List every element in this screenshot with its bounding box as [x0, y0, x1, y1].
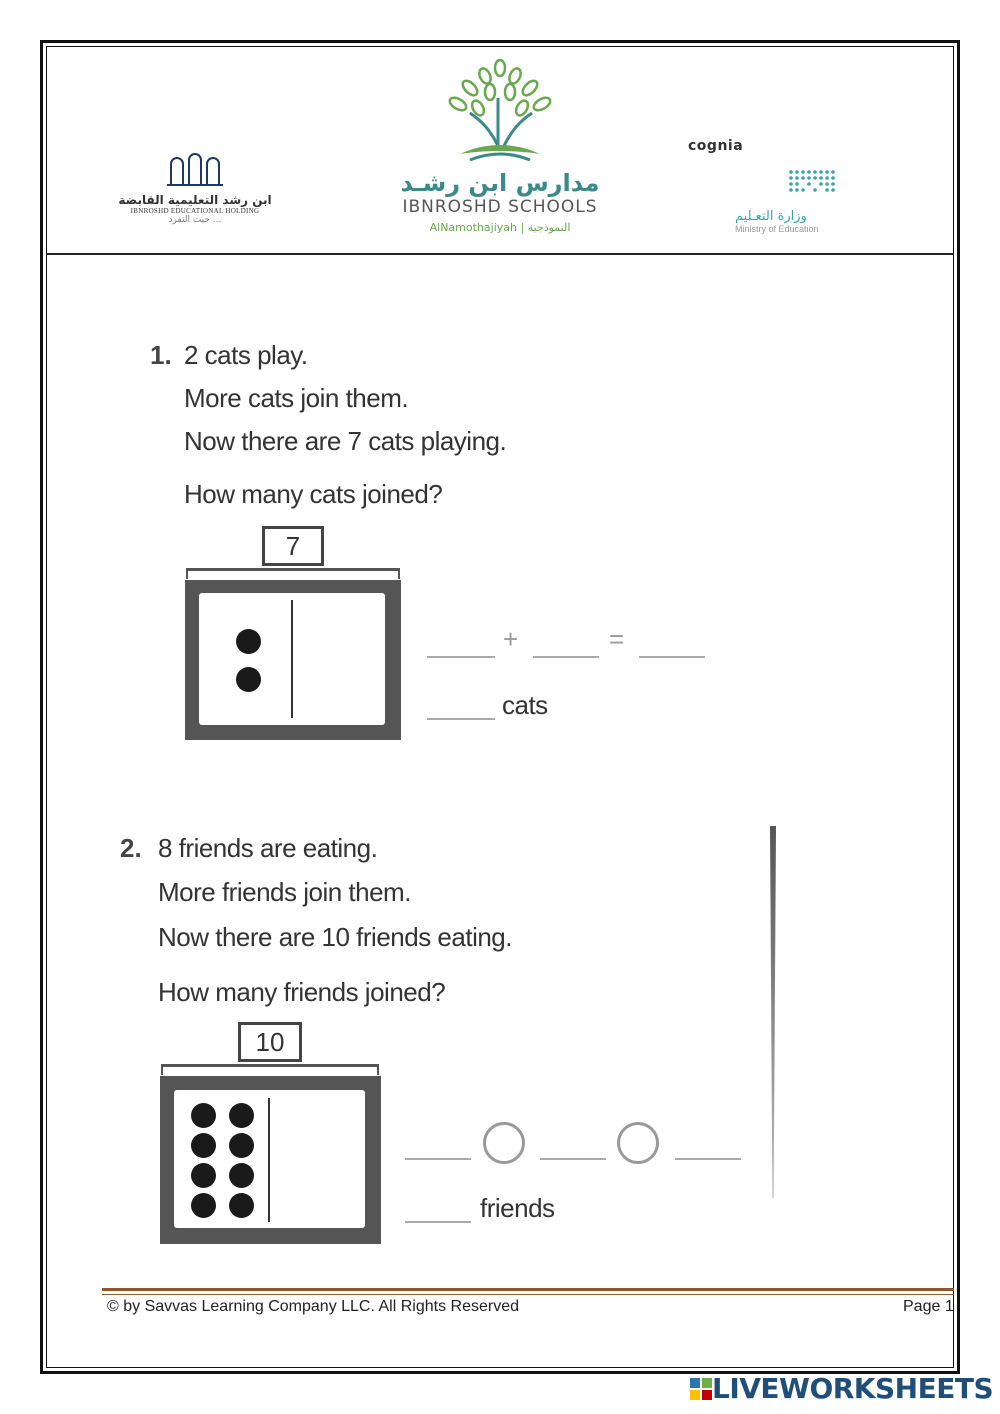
q1-frame-divider	[291, 600, 293, 718]
schools-arabic-name: مدارس ابن رشـد	[400, 169, 600, 197]
q2-dot	[229, 1193, 254, 1218]
q1-answer-blank[interactable]	[427, 718, 495, 720]
q2-dot	[191, 1103, 216, 1128]
cognia-logo: cognia	[688, 138, 744, 154]
footer-rule	[102, 1288, 954, 1291]
q2-number: 2.	[120, 833, 142, 863]
q2-dot	[229, 1163, 254, 1188]
q2-operator-circle-1[interactable]	[483, 1122, 525, 1164]
holding-english-name: IBNROSHD EDUCATIONAL HOLDING	[130, 207, 260, 215]
q1-prompt: How many cats joined?	[184, 479, 443, 509]
q1-plus-sign: +	[503, 624, 519, 654]
q2-addend-2-blank[interactable]	[540, 1158, 606, 1160]
liveworksheets-grid-icon	[690, 1378, 712, 1400]
q1-line-3: Now there are 7 cats playing.	[184, 426, 507, 456]
liveworksheets-text: LIVEWORKSHEETS	[712, 1372, 994, 1405]
q2-dot	[191, 1133, 216, 1158]
q2-operator-circle-2[interactable]	[617, 1122, 659, 1164]
q2-dot	[229, 1103, 254, 1128]
q1-total-bracket	[186, 568, 400, 579]
ministry-dots-icon	[735, 168, 845, 200]
holding-tagline: حيث التفرد ...	[168, 215, 222, 225]
q1-equals-sign: =	[609, 624, 625, 654]
schools-english-name: IBNROSHD SCHOOLS	[402, 197, 598, 217]
liveworksheets-watermark	[690, 1372, 993, 1405]
arches-icon	[165, 150, 225, 188]
q2-dot	[191, 1193, 216, 1218]
q1-dot	[236, 629, 261, 654]
ministry-logo	[735, 168, 895, 234]
q2-answer-blank[interactable]	[405, 1221, 471, 1223]
q1-number: 1.	[150, 340, 172, 370]
ministry-arabic-name: وزارة التعـليم	[735, 209, 807, 224]
q2-prompt: How many friends joined?	[158, 977, 446, 1007]
q2-frame-divider	[268, 1098, 270, 1222]
q2-line-2: More friends join them.	[158, 877, 411, 907]
q1-unit: cats	[502, 690, 548, 720]
q1-line-2: More cats join them.	[184, 383, 409, 413]
page-number: Page 1	[903, 1298, 954, 1315]
tree-icon	[440, 58, 560, 168]
ibnroshd-holding-logo	[110, 150, 280, 225]
schools-subtitle: AlNamothajiyah | النموذجية	[429, 221, 571, 234]
footer-rule-thin	[102, 1294, 954, 1295]
q2-line-1: 8 friends are eating.	[158, 833, 378, 863]
q2-total-bracket	[161, 1064, 379, 1075]
q1-line-1: 2 cats play.	[184, 340, 308, 370]
q2-line-3: Now there are 10 friends eating.	[158, 922, 512, 952]
q2-dot	[191, 1163, 216, 1188]
q2-addend-1-blank[interactable]	[405, 1158, 471, 1160]
q1-total-box: 7	[262, 526, 324, 566]
q2-unit: friends	[480, 1193, 555, 1223]
q1-addend-1-blank[interactable]	[427, 656, 495, 658]
ministry-english-name: Ministry of Education	[735, 224, 819, 234]
q1-sum-blank[interactable]	[639, 656, 705, 658]
q2-sum-blank[interactable]	[675, 1158, 741, 1160]
q2-dot	[229, 1133, 254, 1158]
ibnroshd-schools-logo	[385, 58, 615, 234]
q2-total-box: 10	[238, 1022, 302, 1062]
copyright-text: © by Savvas Learning Company LLC. All Rights Reserved	[107, 1298, 519, 1315]
q1-addend-2-blank[interactable]	[533, 656, 599, 658]
q1-dot	[236, 667, 261, 692]
holding-arabic-name: ابن رشد التعليمية القابضة	[118, 193, 272, 207]
